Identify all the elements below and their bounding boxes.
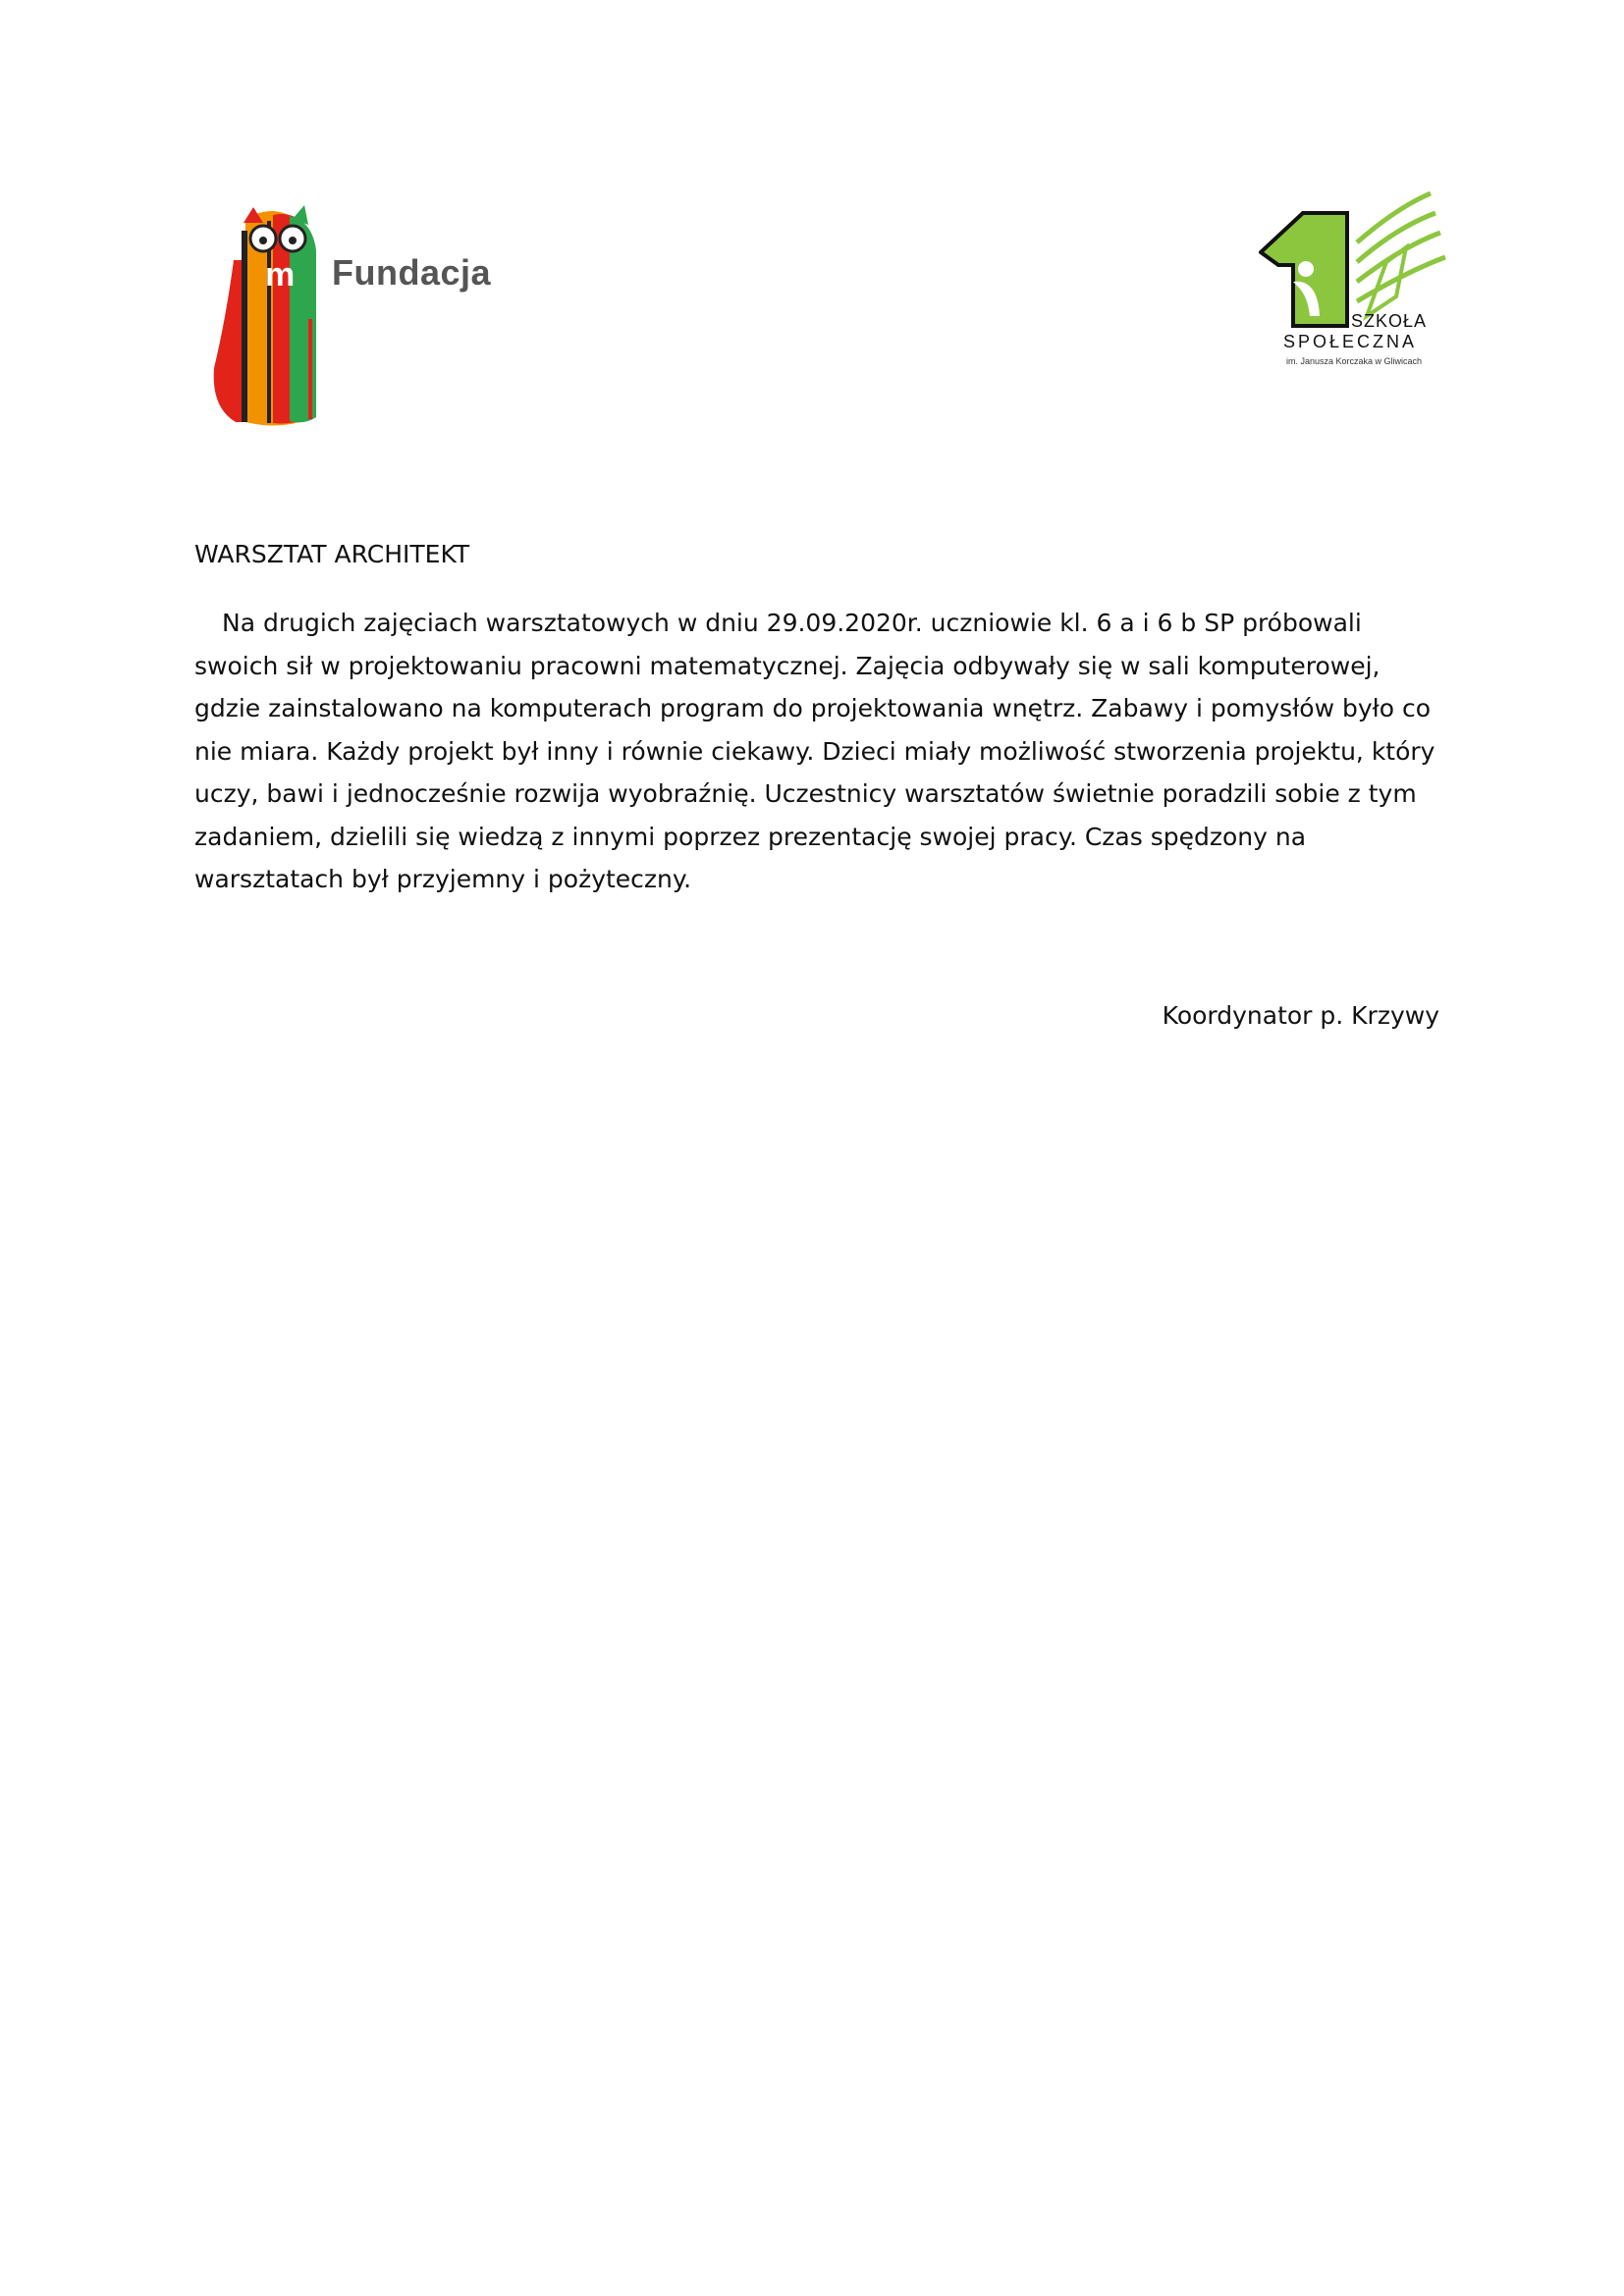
owl-icon <box>206 201 334 427</box>
szkola-spoleczna-logo <box>1259 188 1455 375</box>
coordinator-signature: Koordynator p. Krzywy <box>1162 1001 1439 1030</box>
svg-text:m: m <box>265 256 296 294</box>
document-body: Na drugich zajęciach warsztatowych w dniu 29.09.2020r. uczniowie kl. 6 a i 6 b SP próbowali swoich sił w projektowaniu pracowni matematycznej. Zajęcia odbywały się w sali komputerowej, gdzie zainstalowano na komputerach program do projektowania wnętrz. Zabawy i pomysłów było co nie miara. Każdy projekt był inny i równie ciekawy. Dzieci miały możliwość stworzenia projektu, który uczy, bawi i jednocześnie rozwija wyobraźnię. Uczestnicy warsztatów świetnie poradzili sobie z tym zadaniem, dzielili się wiedzą z innymi poprzez prezentację swojej pracy. Czas spędzony na warsztatach był przyjemny i pożyteczny. <box>194 609 1435 893</box>
school-name-line1: SZKOŁA <box>1351 311 1428 331</box>
school-name-line2: SPOŁECZNA <box>1283 332 1418 351</box>
school-patron-line: im. Janusza Korczaka w Gliwicach <box>1286 356 1423 366</box>
mfundacja-logo <box>206 201 511 427</box>
fundacja-wordmark: Fundacja <box>332 252 492 293</box>
document-title: WARSZTAT ARCHITEKT <box>194 540 470 568</box>
